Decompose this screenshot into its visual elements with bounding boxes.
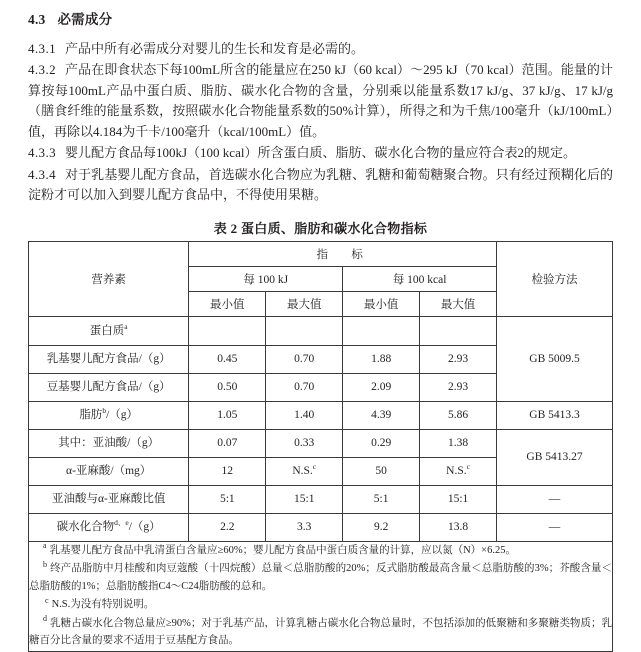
header-kcal-max: 最大值 <box>420 291 497 316</box>
clause-paragraph <box>28 143 613 164</box>
cell-kj-max <box>266 457 343 485</box>
cell-kj-min: 0.07 <box>189 429 266 457</box>
cell-kcal-max: 15:1 <box>420 485 497 513</box>
table-footnotes-row <box>29 541 613 651</box>
cell-kj-min: 0.45 <box>189 345 266 373</box>
cell-kcal-min: 5:1 <box>343 485 420 513</box>
row-label-alpha-linolenic-acid: α-亚麻酸/（mg） <box>29 457 189 485</box>
cell-empty <box>420 316 497 345</box>
header-kcal-min: 最小值 <box>343 291 420 316</box>
section-number: 4.3 <box>28 12 46 27</box>
footnote-item: d 乳糖占碳水化合物总量应≥90%；对于乳基产品，计算乳糖占碳水化合物总量时，不包括添加的低聚糖和多聚糖类物质；乳糖百分比含量的要求不适用于豆基配方食品。 <box>29 614 612 647</box>
header-kj-min: 最小值 <box>189 291 266 316</box>
cell-kcal-max: 5.86 <box>420 401 497 429</box>
cell-kcal-min: 1.88 <box>343 345 420 373</box>
cell-kj-max: 15:1 <box>266 485 343 513</box>
table-header-row <box>29 241 613 266</box>
footnote-text: 终产品脂肪中月桂酸和肉豆蔻酸（十四烷酸）总量＜总脂肪酸的20%；反式脂肪酸最高含量＜总脂肪酸的3%；芥酸含量＜总脂肪酸的1%；总脂肪酸指C4～C24脂肪酸的总和。 <box>29 563 612 592</box>
clause-text: 产品中所有必需成分对婴儿的生长和发育是必需的。 <box>65 40 365 56</box>
cell-kcal-max: 1.38 <box>420 429 497 457</box>
clause-number: 4.3.1 <box>28 40 56 56</box>
cell-empty <box>266 316 343 345</box>
header-nutrient: 营养素 <box>29 241 189 316</box>
clause-paragraph <box>28 39 613 60</box>
table-footnotes <box>29 541 613 651</box>
row-label-text: 碳水化合物 <box>56 520 115 533</box>
clause-text: 对于乳基婴儿配方食品，首选碳水化合物应为乳糖、乳糖和葡萄糖聚合物。只有经过预糊化后的淀粉才可以加入到婴儿配方食品中，不得使用果糖。 <box>28 166 613 203</box>
table-row <box>29 316 613 345</box>
cell-method: GB 5413.3 <box>497 401 613 429</box>
table-row <box>29 513 613 541</box>
row-label-milk-based-formula: 乳基婴儿配方食品/（g） <box>29 345 189 373</box>
cell-kcal-min: 0.29 <box>343 429 420 457</box>
row-label-linoleic-acid: 其中：亚油酸/（g） <box>29 429 189 457</box>
clause-paragraph <box>28 165 613 206</box>
row-label-protein <box>29 316 189 345</box>
row-label-carbohydrate <box>29 513 189 541</box>
footnote-item: b 终产品脂肪中月桂酸和肉豆蔻酸（十四烷酸）总量＜总脂肪酸的20%；反式脂肪酸最高含量＜总脂肪酸的3%；芥酸含量＜总脂肪酸的1%；总脂肪酸指C4～C24脂肪酸的总和。 <box>29 559 612 592</box>
cell-kcal-max <box>420 457 497 485</box>
section-title: 必需成分 <box>57 12 113 27</box>
footnote-item: c N.S.为没有特别说明。 <box>45 595 155 611</box>
row-label-unit: /（g） <box>106 408 139 421</box>
cell-kcal-max: 2.93 <box>420 373 497 401</box>
cell-kj-max: 1.40 <box>266 401 343 429</box>
section-heading <box>28 11 613 29</box>
cell-method: — <box>497 513 613 541</box>
clause-number: 4.3.3 <box>28 145 56 161</box>
footnote-ref: c <box>312 462 317 472</box>
cell-kj-max: 0.70 <box>266 345 343 373</box>
clause-number: 4.3.4 <box>28 166 56 182</box>
row-label-fat <box>29 401 189 429</box>
footnote-ref: a <box>124 321 128 331</box>
table-caption: 表 2 蛋白质、脂肪和碳水化合物指标 <box>213 220 428 236</box>
row-label-text: 蛋白质 <box>89 324 125 337</box>
cell-method: — <box>497 485 613 513</box>
row-label-la-ala-ratio: 亚油酸与α-亚麻酸比值 <box>29 485 189 513</box>
table-row <box>29 401 613 429</box>
cell-kcal-min: 50 <box>343 457 420 485</box>
header-kj-max: 最大值 <box>266 291 343 316</box>
cell-kj-max: 0.70 <box>266 373 343 401</box>
header-per-100kj: 每 100 kJ <box>189 266 343 291</box>
clause-paragraph <box>28 60 613 142</box>
cell-empty <box>189 316 266 345</box>
cell-kcal-max: 13.8 <box>420 513 497 541</box>
cell-method: GB 5009.5 <box>497 316 613 401</box>
clause-text: 产品在即食状态下每100mL所含的能量应在250 kJ（60 kcal）～295 kJ（70 kcal）范围。能量的计算按每100mL产品中蛋白质、脂肪、碳水化合物的含量，分别乘以能量系数17 kJ/g、37 kJ/g、17 kJ/g（膳食纤维的能量系数，按照碳水化合物能量系数的50%计算），所得之和为千焦/100毫升（kJ/100mL）值，再除以4.184为千卡/100毫升（kcal/100mL）值。 <box>28 62 613 139</box>
row-label-text: 脂肪 <box>79 408 103 421</box>
table-row <box>29 429 613 457</box>
cell-kj-max: 3.3 <box>266 513 343 541</box>
header-index: 指 标 <box>189 241 497 266</box>
footnote-text: N.S.为没有特别说明。 <box>51 599 155 611</box>
cell-kj-min: 2.2 <box>189 513 266 541</box>
footnote-text: 乳糖占碳水化合物总量应≥90%；对于乳基产品，计算乳糖占碳水化合物总量时，不包括添加的低聚糖和多聚糖类物质；乳糖百分比含量的要求不适用于豆基配方食品。 <box>29 617 612 647</box>
cell-kj-min: 12 <box>189 457 266 485</box>
cell-value: N.S. <box>446 465 467 478</box>
footnote-item: a 乳基婴儿配方食品中乳清蛋白含量应≥60%；婴儿配方食品中蛋白质含量的计算，应以氮（N）×6.25。 <box>43 541 516 556</box>
cell-kcal-min: 9.2 <box>343 513 420 541</box>
header-per-100kcal: 每 100 kcal <box>343 266 497 291</box>
header-method: 检验方法 <box>497 241 613 316</box>
footnote-text: 乳基婴儿配方食品中乳清蛋白含量应≥60%；婴儿配方食品中蛋白质含量的计算，应以氮（N）×6.25。 <box>49 544 516 556</box>
specification-table <box>28 241 613 652</box>
cell-empty <box>343 316 420 345</box>
table-row <box>29 485 613 513</box>
cell-value: N.S. <box>292 465 313 478</box>
cell-kj-max: 0.33 <box>266 429 343 457</box>
cell-kcal-max: 2.93 <box>420 345 497 373</box>
cell-kcal-min: 4.39 <box>343 401 420 429</box>
cell-kj-min: 5:1 <box>189 485 266 513</box>
footnote-ref: d、e <box>114 517 129 527</box>
clause-text: 婴儿配方食品每100kJ（100 kcal）所含蛋白质、脂肪、碳水化合物的量应符合表2的规定。 <box>65 145 576 161</box>
footnote-ref: c <box>466 462 470 472</box>
footnote-ref: b <box>102 405 107 415</box>
cell-method: GB 5413.27 <box>497 429 613 485</box>
clause-number: 4.3.2 <box>28 62 56 78</box>
cell-kj-min: 1.05 <box>189 401 266 429</box>
row-label-unit: /（g） <box>128 520 161 533</box>
row-label-soy-based-formula: 豆基婴儿配方食品/（g） <box>29 373 189 401</box>
cell-kj-min: 0.50 <box>189 373 266 401</box>
cell-kcal-min: 2.09 <box>343 373 420 401</box>
